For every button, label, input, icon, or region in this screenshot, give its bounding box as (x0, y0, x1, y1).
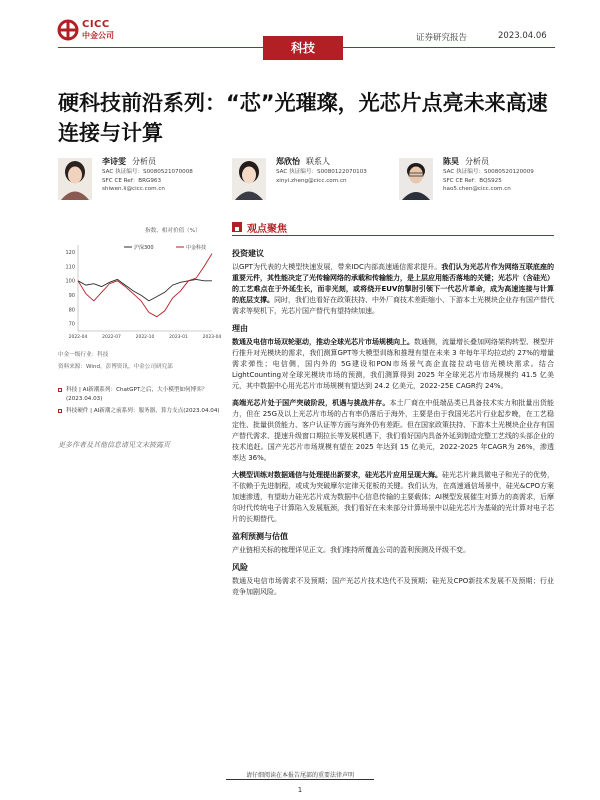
paragraph: 产业链相关标的梳理详见正文。我们维持所覆盖公司的盈利预测及评级不变。 (232, 546, 470, 554)
logo-text-en: CICC (82, 19, 110, 30)
related-report-item[interactable] (58, 386, 223, 403)
page-number: 1 (297, 786, 303, 794)
chart-legend-label: 沪深300 (134, 245, 154, 251)
paragraph (232, 262, 554, 317)
analyst-name: 陈昊 (443, 157, 459, 166)
chart-y-tick-label: 110 (65, 264, 75, 271)
para-text: 数通侧，流量增长叠加网络架构转型、模型并行推升对光模块的需求，我们测算GPT等大模型训练和推理有望在未来 3 年每年平均拉动约 27%的增量需求弹性；电信侧，国内外的 5G建设和PON市场景气高企直接拉动电信光模块需求。结合LightCounting对全球光模块市场的预测，我们测算得到 2025 年全球光芯片市场规模约 41.5 亿美元，其中数据中心用光芯片市场规模有望达到 24.2 亿美元，2022-25E CAGR约 24%。 (232, 338, 554, 390)
analyst-name: 郑欣怡 (276, 157, 300, 166)
report-type: 证券研究报告 (416, 33, 468, 43)
logo-text-cn: 中金公司 (82, 31, 114, 40)
analyst-role: 联系人 (306, 157, 330, 166)
para-text: 以GPT为代表的大模型快速发展，带来IDC内部高速通信需求提升。 (232, 263, 442, 271)
para-bold: 我们认为光芯片作为网络互联底座的重要元件，其性能决定了光传输网络的承载和传输能力，是上层应用能否落地的关键；光芯片（含硅光）的工艺难点在于外延生长，而非光刻，或将绕开EUV的掣肘引领下一代芯片革命，成为高速连接与计算的底层支撑。 (232, 263, 555, 304)
analyst-card (58, 156, 238, 202)
bullet-square-icon (58, 388, 62, 392)
analyst-email[interactable]: shiwen.li@cicc.com.cn (102, 186, 165, 192)
report-title: 硬科技前沿系列：“芯”光璀璨，光芯片点亮未来高速连接与计算 (58, 91, 548, 145)
main-body (232, 242, 554, 604)
chart-x-tick-label: 2022-10 (135, 335, 155, 340)
analyst-name: 李诗雯 (102, 157, 126, 166)
analyst-sac: SAC 执证编号：S0080521070008 (102, 169, 193, 175)
analyst-role: 分析员 (132, 157, 156, 166)
paragraph (232, 337, 554, 392)
chart-source: 资料来源：Wind，彭博资讯，中金公司研究部 (58, 364, 173, 370)
bullet-square-icon (58, 409, 62, 413)
related-report-text: 科技 | AI新潮系列：ChatGPT之后，大小模型如何博弈？ (2023.04.03) (66, 387, 208, 402)
subsection-title: 风险 (232, 563, 248, 572)
header-rule-left (58, 47, 263, 48)
chart-y-tick-label: 70 (68, 321, 75, 328)
chart-caption: 指数、相对价值（%） (145, 228, 201, 234)
analyst-sac: SAC 执证编号：S0080122070103 (276, 169, 367, 175)
report-date: 2023.04.06 (498, 31, 547, 41)
avatar (232, 158, 266, 200)
chart-y-tick-label: 80 (68, 307, 75, 314)
chart-legend-label: 中金科技 (186, 245, 207, 251)
para-text: 硅光芯片兼具微电子和光子的优势，不依赖于先进制程，或成为突破摩尔定律天花板的关键。我们认为，在高速通信场景中，硅光&CPO方案加速渗透，有望助力硅光芯片成为数据中心信息传输的主要载体；AI模型发展催生对算力的高需求，后摩尔时代传统电子计算陷入发展瓶颈，我们看好在未来部分计算场景中以硅光芯片为基础的光计算对电子芯片的长期替代。 (232, 471, 554, 523)
chart-y-tick-label: 120 (65, 249, 75, 256)
chart-source-sector: 中金一级行业：科技 (58, 352, 109, 358)
chart-x-tick-label: 2023-04 (202, 335, 222, 340)
para-bold: 大模型训练对数据通信与处理提出新要求，硅光芯片应用呈现大海。 (232, 471, 442, 479)
legal-notice: 请仔细阅读在本报告尾部的重要法律声明 (245, 772, 354, 779)
para-bold: 数通及电信市场双轮驱动，推动全球光芯片市场规模向上。 (232, 338, 414, 346)
more-info-note: 更多作者及其他信息请见文末披露页 (58, 441, 170, 449)
related-report-item[interactable] (58, 407, 223, 416)
analyst-email[interactable]: xinyi.zheng@cicc.com.cn (276, 177, 347, 184)
cicc-logo-icon (58, 20, 78, 40)
subsection-title: 投资建议 (232, 249, 264, 258)
para-text: 本土厂商在中低端品类已具备技术实力和批量出货能力，但在 25G及以上光芯片市场的占有率仍落后于海外，主要是由于我国光芯片行业起步晚，在工艺稳定性、批量供货能力、客户认证等方面与海外仍有差距。但在国家政策扶持、下游本土光模块企业存有国产替代需求、提速升级窗口期拉长等发展机遇下，我们看好国内具备外延到制造完整工艺线的头部企业的技术追赶。国产光芯片市场规模有望在 2025 年达到 15 亿美元，2022-2025 年CAGR为 26%，渗透率达 36%。 (232, 399, 554, 462)
avatar (399, 158, 433, 200)
chart-y-tick-label: 100 (65, 278, 75, 285)
para-bold: 高端光芯片处于国产突破阶段，机遇与挑战并存。 (232, 399, 390, 407)
analyst-card (232, 156, 412, 202)
analyst-role: 分析员 (465, 157, 489, 166)
related-report-text: 科技硬件 | AI新潮之前系列：服务器，算力支点(2023.04.04) (66, 408, 220, 414)
avatar (58, 158, 92, 200)
subsection-title: 盈利预测与估值 (232, 532, 288, 541)
para-text: 同时，我们也看好在政策扶持、中外厂商技术差距缩小、下游本土光模块企业存有国产替代需求等契机下，光芯片国产替代有望持续加速。 (232, 296, 554, 315)
header-rule-right (343, 47, 555, 48)
subsection-title: 理由 (232, 324, 248, 333)
related-reports (58, 386, 223, 420)
chart-x-tick-label: 2022-07 (102, 335, 121, 340)
analyst-email[interactable]: hao5.chen@cicc.com.cn (443, 186, 511, 192)
analyst-sfc: SFC CE Ref：BRG963 (102, 177, 162, 184)
section-header (232, 220, 554, 236)
paragraph (232, 470, 554, 525)
sector-tab: 科技 (263, 36, 343, 60)
section-title: 观点聚焦 (247, 224, 287, 235)
paragraph: 数通及电信市场需求不及预期；国产光芯片技术迭代不及预期；硅光及CPO新技术发展不及预期；行业竞争加剧风险。 (232, 577, 554, 596)
chart-x-tick-label: 2022-04 (68, 335, 88, 340)
footer-rule (226, 779, 374, 780)
index-line-chart (58, 235, 222, 345)
chart-series-line (78, 279, 212, 301)
analyst-sac: SAC 执证编号：S0080520120009 (443, 169, 534, 175)
analyst-card (399, 156, 579, 202)
paragraph (232, 398, 554, 464)
cicc-logo (58, 18, 118, 44)
chart-y-tick-label: 90 (68, 292, 75, 299)
section-square-icon (232, 222, 242, 232)
chart-x-tick-label: 2023-01 (169, 335, 188, 340)
analyst-sfc: SFC CE Ref：BQS925 (443, 177, 502, 184)
